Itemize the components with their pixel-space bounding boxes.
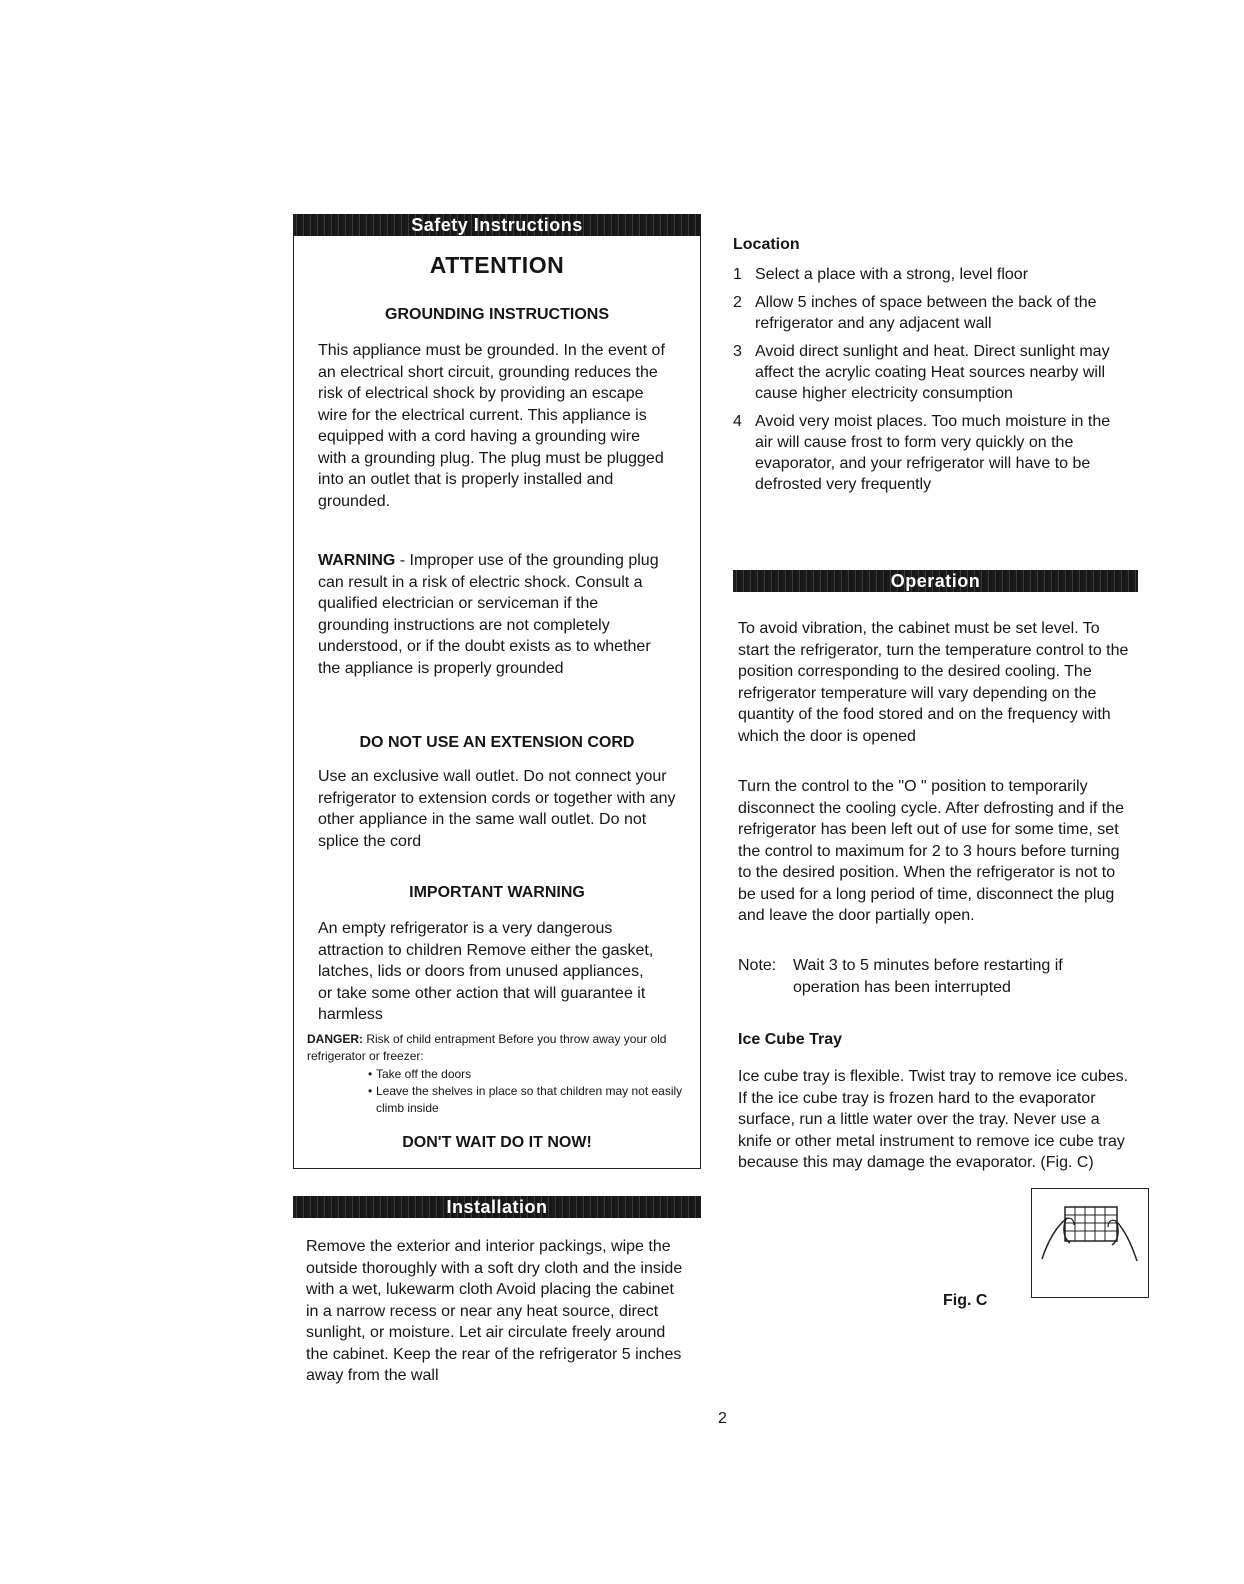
danger-bullet: • Take off the doors <box>368 1066 688 1083</box>
installation-text: Remove the exterior and interior packings, wipe the outside thoroughly with a soft dry cloth and the inside with a wet, lukewarm cloth Avoid placing the cabinet in a narrow recess or near any heat source, direct sunlight, or moisture. Let air circulate freely around the cabinet. Keep the rear of the refrigerator 5 inches away from the wall <box>306 1238 683 1384</box>
dont-wait-heading: DON'T WAIT DO IT NOW! <box>402 1134 592 1151</box>
danger-paragraph <box>307 1031 697 1065</box>
location-item: 4 Avoid very moist places. Too much moisture in the air will cause frost to form very quickly on the evaporator, and your refrigerator will have to be defrosted very frequently <box>733 413 1111 493</box>
location-item: 1 Select a place with a strong, level floor <box>733 266 1029 283</box>
ice-tray-hands-icon <box>1032 1189 1147 1296</box>
note-label: Note: <box>738 957 777 974</box>
figure-c-label: Fig. C <box>943 1292 988 1309</box>
danger-text: Risk of child entrapment Before you throw away your old refrigerator or freezer: <box>307 1032 667 1063</box>
location-list <box>733 264 1123 502</box>
attention-heading: ATTENTION <box>429 252 565 278</box>
grounding-text: This appliance must be grounded. In the event of an electrical short circuit, grounding reduces the risk of electrical shock by providing an escape wire for the electrical current. This appliance is equipped with a cord having a grounding wire with a grounding plug. The plug must be plugged into an outlet that is properly installed and grounded. <box>318 342 665 510</box>
location-item: 2 Allow 5 inches of space between the back of the refrigerator and any adjacent wall <box>733 294 1097 332</box>
location-heading: Location <box>733 236 800 253</box>
operation-paragraph-1: To avoid vibration, the cabinet must be set level. To start the refrigerator, turn the temperature control to the position corresponding to the desired cooling. The refrigerator temperature will vary depending on the quantity of the food stored and on the frequency with which the door is opened <box>738 620 1129 745</box>
extension-cord-text: Use an exclusive wall outlet. Do not connect your refrigerator to extension cords or together with any other appliance in the same wall outlet. Do not splice the cord <box>318 768 676 850</box>
operation-paragraph-2: Turn the control to the "O " position to temporarily disconnect the cooling cycle. After defrosting and if the refrigerator has been left out of use for some time, set the control to maximum for 2 to 3 hours before turning to the desired position. When the refrigerator is not to be used for a long period of time, disconnect the plug and leave the door partially open. <box>738 778 1125 924</box>
safety-instructions-banner: Safety Instructions <box>293 214 701 236</box>
note-text: Wait 3 to 5 minutes before restarting if operation has been interrupted <box>793 957 1063 996</box>
operation-banner: Operation <box>733 570 1138 592</box>
page-number: 2 <box>718 1410 727 1427</box>
grounding-heading: GROUNDING INSTRUCTIONS <box>385 306 609 323</box>
warning-text: - Improper use of the grounding plug can result in a risk of electric shock. Consult a qualified electrician or serviceman if the grounding instructions are not completely understood, or if the doubt exists as to whether the appliance is properly grounded <box>318 552 659 677</box>
ice-cube-tray-heading: Ice Cube Tray <box>738 1031 843 1048</box>
warning-paragraph <box>318 550 673 679</box>
danger-label: DANGER: <box>307 1032 363 1046</box>
figure-c-box <box>1031 1188 1149 1298</box>
important-warning-text: An empty refrigerator is a very dangerous attraction to children Remove either the gasket, latches, lids or doors from unused appliances, or take some other action that will guarantee it harmless <box>318 920 654 1023</box>
ice-cube-tray-text: Ice cube tray is flexible. Twist tray to remove ice cubes. If the ice cube tray is frozen hard to the evaporator surface, run a little water over the tray. Never use a knife or other metal instrument to remove ice cube tray because this may damage the evaporator. (Fig. C) <box>738 1068 1129 1171</box>
danger-bullet: • Leave the shelves in place so that children may not easily climb inside <box>368 1083 688 1117</box>
extension-cord-heading: DO NOT USE AN EXTENSION CORD <box>359 734 635 751</box>
warning-label: WARNING <box>318 552 396 569</box>
important-warning-heading: IMPORTANT WARNING <box>409 884 585 901</box>
location-item: 3 Avoid direct sunlight and heat. Direct sunlight may affect the acrylic coating Heat sources nearby will cause higher electricity consumption <box>733 343 1110 402</box>
installation-banner: Installation <box>293 1196 701 1218</box>
danger-bullet-list <box>368 1066 688 1117</box>
